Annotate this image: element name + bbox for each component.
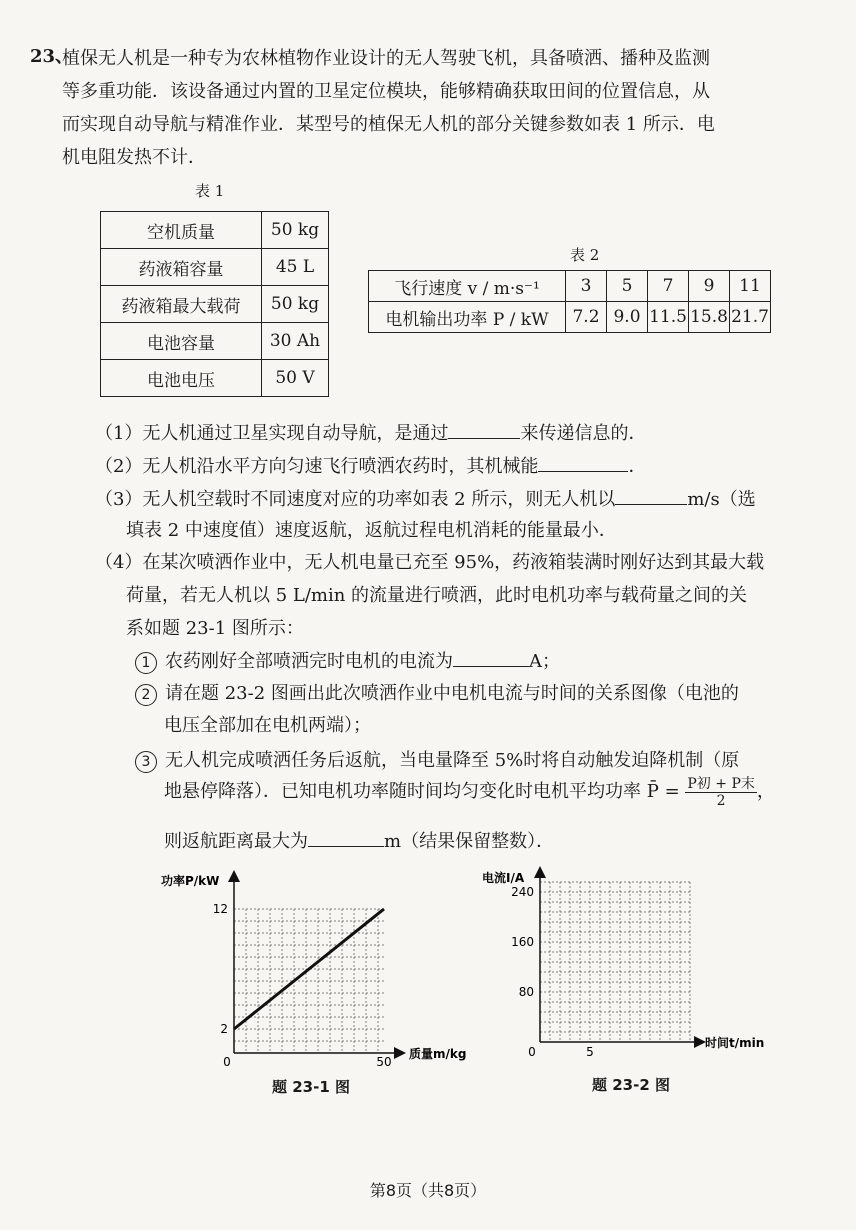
table-cell: 电池容量 [101,323,262,360]
table-cell: 50 V [262,360,329,397]
origin-label: 0 [223,1055,231,1068]
table-row [101,212,329,249]
answer-blank[interactable] [448,418,520,439]
table-cell: 9 [689,271,730,302]
table-cell: 11.5 [648,302,689,333]
circled-number: 2 [135,684,157,706]
figure-23-2-caption: 题 23-2 图 [592,1076,670,1094]
grid [540,882,690,1042]
sub-question-2-line2: 电压全部加在电机两端）； [164,715,371,736]
intro-line: 机电阻发热不计． [62,147,206,168]
figure-23-1-caption: 题 23-1 图 [272,1078,350,1096]
intro-line: 植保无人机是一种专为农林植物作业设计的无人驾驶飞机，具备喷洒、播种及监测 [62,48,710,69]
part-3 [95,484,756,511]
intro-line: 而实现自动导航与精准作业．某型号的植保无人机的部分关键参数如表 1 所示．电 [62,114,715,135]
x-tick-label: 5 [586,1045,594,1059]
table-cell: 7.2 [566,302,607,333]
answer-blank[interactable] [615,484,687,505]
part-text: 地悬停降落）．已知电机功率随时间均匀变化时电机平均功率 [164,781,641,802]
origin-label: 0 [528,1045,536,1059]
part-text: （1）无人机通过卫星实现自动导航，是通过 [95,423,449,444]
part-4-line: （4）在某次喷洒作业中，无人机电量已充至 95%，药液箱装满时刚好达到其最大载 [95,552,765,573]
table-row [101,249,329,286]
table-cell: 21.7 [730,302,771,333]
table-cell: 50 kg [262,212,329,249]
table-cell: 空机质量 [101,212,262,249]
question-intro [62,42,822,174]
page-footer: 第8页（共8页） [369,1181,487,1200]
circled-number: 1 [135,652,157,674]
table-row [101,323,329,360]
part-text: m（结果保留整数）． [384,831,555,852]
part-text: m/s（选 [687,489,756,510]
table2-caption: 表 2 [570,246,600,264]
part-text: 来传递信息的． [520,423,647,444]
part-text: ． [628,456,647,477]
table-cell: 45 L [262,249,329,286]
y-tick-label: 12 [212,902,228,916]
y-axis-label: 功率P/kW [161,874,220,888]
sub-question-3-line3 [164,826,854,853]
table-row [101,360,329,397]
fraction-denominator: 2 [716,792,726,809]
part-text: 农药刚好全部喷洒完时电机的电流为 [165,651,453,672]
grid [234,909,384,1053]
intro-line: 等多重功能．该设备通过内置的卫星定位模块，能够精确获取田间的位置信息，从 [62,81,710,102]
table-cell: 11 [730,271,771,302]
x-axis-label: 时间t/min [705,1036,765,1050]
part-1 [95,418,646,445]
part-3-line2: 填表 2 中速度值）速度返航，返航过程电机消耗的能量最小． [126,520,617,541]
table-cell: 3 [566,271,607,302]
part-text: （3）无人机空载时不同速度对应的功率如表 2 所示，则无人机以 [95,489,616,510]
sub-question-3 [135,746,825,773]
table-cell: 9.0 [607,302,648,333]
table-cell: 电池电压 [101,360,262,397]
table1 [100,211,329,397]
table-cell: 飞行速度 v / m·s⁻¹ [369,271,566,302]
table-cell: 5 [607,271,648,302]
part-text: （2）无人机沿水平方向匀速飞行喷洒农药时，其机械能 [95,456,539,477]
table-cell: 50 kg [262,286,329,323]
y-tick-label: 240 [511,885,534,899]
answer-blank[interactable] [308,826,384,847]
fraction [685,776,756,809]
table-cell: 7 [648,271,689,302]
table-cell: 电机输出功率 P / kW [369,302,566,333]
y-tick-label: 160 [511,935,534,949]
x-axis-label: 质量m/kg [409,1047,467,1061]
answer-blank[interactable] [453,646,529,667]
table-row [369,271,771,302]
part-text: A； [529,651,560,672]
fraction-numerator: P初 + P末 [687,775,755,792]
part-text: 则返航距离最大为 [164,831,308,852]
table-row [101,286,329,323]
sub-question-3-line2 [164,774,854,810]
table1-caption: 表 1 [195,182,225,200]
sub-question-1 [135,646,825,674]
figure-23-1 [155,868,485,1068]
y-tick-label: 2 [220,1022,228,1036]
part-text: 请在题 23-2 图画出此次喷洒作业中电机电流与时间的关系图像（电池的 [165,683,739,704]
part-text: ， [756,781,775,802]
table-cell: 30 Ah [262,323,329,360]
table-cell: 药液箱容量 [101,249,262,286]
table-row [369,302,771,333]
series-line [234,909,384,1029]
figure-23-2 [478,866,778,1066]
part-4-line: 荷量，若无人机以 5 L/min 的流量进行喷洒，此时电机功率与载荷量之间的关 [126,585,748,606]
formula-lhs: P̄ = [646,781,680,802]
table2 [368,270,771,333]
question-number: 23、 [30,46,74,67]
part-4-line: 系如题 23-1 图所示： [126,618,304,639]
y-tick-label: 80 [518,985,534,999]
table-cell: 药液箱最大载荷 [101,286,262,323]
y-axis-label: 电流I/A [482,871,525,885]
table-cell: 15.8 [689,302,730,333]
sub-question-2 [135,679,825,706]
circled-number: 3 [135,751,157,773]
x-tick-label: 50 [376,1055,392,1068]
part-2 [95,451,646,478]
answer-blank[interactable] [538,451,628,472]
part-text: 无人机完成喷洒任务后返航，当电量降至 5%时将自动触发迫降机制（原 [165,750,740,771]
